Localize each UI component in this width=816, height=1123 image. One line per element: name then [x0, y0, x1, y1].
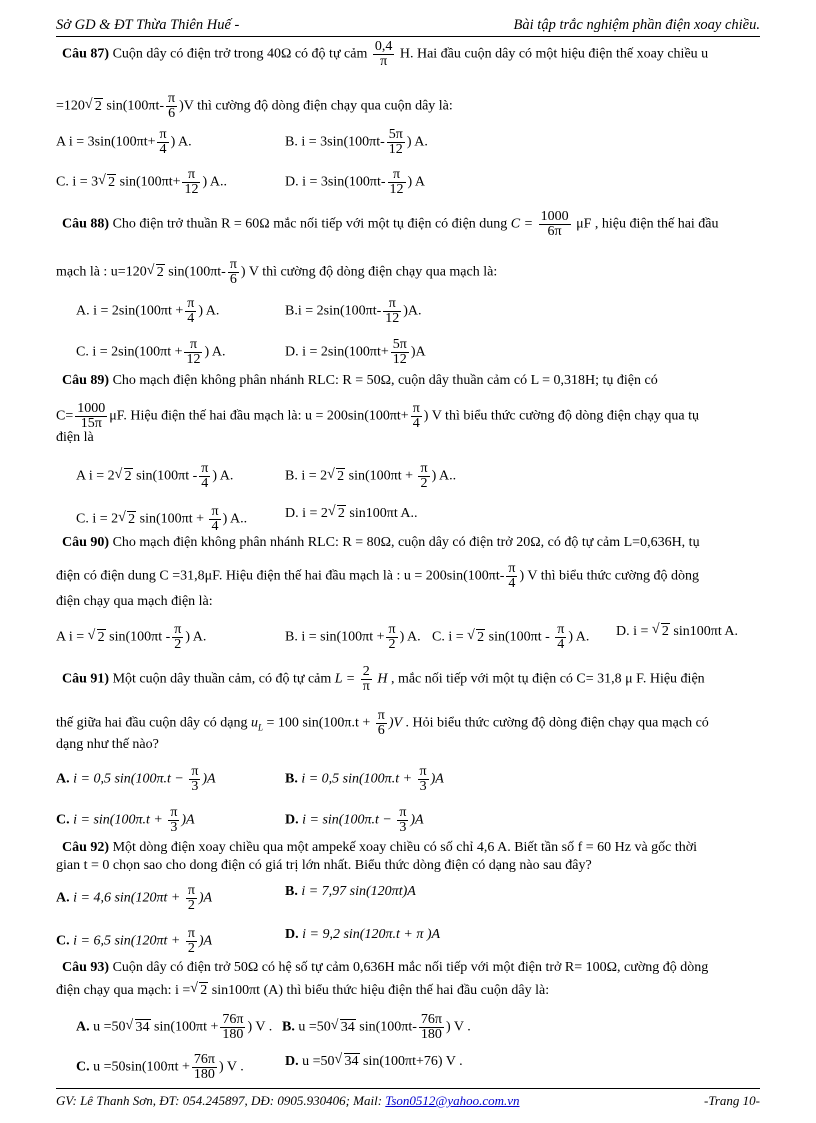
q90-line2: điện có điện dung C =31,8μF. Hiệu điện thế hai đầu mạch là : u = 200sin(100πt- $\frac{\pi}{4}$ ) V thì biểu thức cường độ dòng [56, 561, 700, 591]
footer-left: GV: Lê Thanh Sơn, ĐT: 054.245897, DĐ: 0905.930406; Mail: Tson0512@yahoo.com.vn [56, 1093, 520, 1108]
q91-option-d: D. i = sin(100π.t − $\frac{\pi}{3}$ )A [285, 805, 424, 835]
q89-line1: Câu 89) Cho mạch điện không phân nhánh RLC: R = 50Ω, cuộn dây thuần cảm có L = 0,318H; tụ điện có [62, 373, 658, 388]
q88-label: Câu 88) [62, 216, 110, 232]
q88-option-c: C. i = 2sin(100πt + $\frac{\pi}{12}$ ) A. [76, 337, 226, 367]
page-number: -Trang 10- [704, 1093, 760, 1108]
q92-option-d: D. i = 9,2 sin(120π.t + π )A [285, 927, 441, 942]
q91-line1: Câu 91) Một cuộn dây thuần cảm, có độ tự cảm L = $\frac{2}{\pi}$ H , mắc nối tiếp với một tụ điện có C= 31,8 μ F. Hiệu điện [62, 664, 705, 694]
q91-label: Câu 91) [62, 671, 110, 687]
q89-line3: điện là [56, 430, 94, 445]
q91-option-b: B. i = 0,5 sin(100π.t + $\frac{\pi}{3}$ )A [285, 764, 444, 794]
q92-label: Câu 92) [62, 840, 110, 855]
q87-line2: =120√ 2 sin(100πt- $\frac{\pi}{6}$ )V thì cường độ dòng điện chạy qua cuộn dây là: [56, 92, 453, 121]
q91-line3: dạng như thế nào? [56, 737, 159, 752]
q93-line1: Câu 93) Cuộn dây có điện trở 50Ω có hệ số tự cảm 0,636H mắc nối tiếp với một điện trở R= 100Ω, cường độ dòng [62, 960, 709, 975]
q90-line3: điện chạy qua mạch điện là: [56, 594, 213, 609]
header-left: Sở GD & ĐT Thừa Thiên Huế - [56, 17, 240, 33]
q88-option-b: B.i = 2sin(100πt- $\frac{\pi}{12}$ )A. [285, 296, 422, 326]
q90-option-a: A i = √ 2 sin(100πt - $\frac{\pi}{2}$ ) A. [56, 623, 206, 652]
q91-option-a: A. i = 0,5 sin(100π.t − $\frac{\pi}{3}$ )A [56, 764, 216, 794]
q88-option-d: D. i = 2sin(100πt+ $\frac{5\pi}{12}$ )A [285, 337, 426, 367]
q88-line2: mạch là : u=120√ 2 sin(100πt- $\frac{\pi}{6}$ ) V thì cường độ dòng điện chạy qua mạch là: [56, 258, 497, 287]
header-right: Bài tập trắc nghiệm phần điện xoay chiều. [513, 17, 760, 33]
q89-label: Câu 89) [62, 373, 110, 388]
q87-option-d: D. i = 3sin(100πt- $\frac{\pi}{12}$ ) A [285, 167, 426, 197]
q87-line1: Câu 87) Cuộn dây có điện trở trong 40Ω có độ tự cảm $\frac{0,4}{\pi}$ H. Hai đầu cuộn dây có một hiệu điện thế xoay chiều u [62, 39, 709, 69]
q92-option-c: C. i = 6,5 sin(120πt + $\frac{\pi}{2}$ )A [56, 926, 213, 956]
q89-option-c: C. i = 2√ 2 sin(100πt + $\frac{\pi}{4}$ ) A.. [76, 505, 247, 534]
email-link[interactable]: Tson0512@yahoo.com.vn [385, 1093, 520, 1108]
q93-label: Câu 93) [62, 960, 110, 975]
q93-option-c: C. u =50sin(100πt + $\frac{76\pi}{180}$ ) V . [76, 1052, 244, 1082]
q90-label: Câu 90) [62, 535, 110, 550]
page-header [56, 14, 760, 37]
q93-option-d: D. u =50√ 34 sin(100πt+76) V . [285, 1053, 463, 1070]
q87-option-b: B. i = 3sin(100πt- $\frac{5\pi}{12}$ ) A. [285, 127, 428, 157]
q87-option-c: C. i = 3√ 2 sin(100πt+ $\frac{\pi}{12}$ ) A.. [56, 168, 227, 197]
q88-line1: Câu 88) Cho điện trở thuần R = 60Ω mắc nối tiếp với một tụ điện có điện dung C = $\frac{1000}{6\pi}$ μF , hiệu điện thế hai đầu [62, 209, 719, 239]
q90-line1: Câu 90) Cho mạch điện không phân nhánh RLC: R = 80Ω, cuộn dây có điện trở 20Ω, có độ tự cảm L=0,636H, tụ [62, 535, 700, 550]
q93-option-a: A. u =50√ 34 sin(100πt + $\frac{76\pi}{180}$ ) V . [76, 1013, 272, 1042]
q92-line1: Câu 92) Một dòng điện xoay chiều qua một ampekế xoay chiều có số chỉ 4,6 A. Biết tần số f = 60 Hz và gốc thời [62, 840, 698, 855]
q91-option-c: C. i = sin(100π.t + $\frac{\pi}{3}$ )A [56, 805, 195, 835]
q91-line2: thế giữa hai đầu cuộn dây có dạng $u_L = 100$ sin(100π.t + $\frac{\pi}{6}$ )V . Hỏi biểu thức cường độ dòng điện chạy qua mạch có [56, 708, 709, 738]
q88-option-a: A. i = 2sin(100πt + $\frac{\pi}{4}$ ) A. [76, 296, 220, 326]
q92-line2: gian t = 0 chọn sao cho dong điện có giá trị lớn nhất. Biểu thức dòng điện có dạng nào sau đây? [56, 858, 592, 873]
fraction: $\frac{0,4}{\pi}$ [374, 39, 393, 69]
q92-option-b: B. i = 7,97 sin(120πt)A [285, 884, 416, 899]
q92-option-a: A. i = 4,6 sin(120πt + $\frac{\pi}{2}$ )A [56, 883, 213, 913]
q93-line2: điện chạy qua mạch: i =√ 2 sin100πt (A) thì biểu thức hiệu điện thế hai đầu cuộn dây là: [56, 982, 549, 999]
q89-option-d: D. i = 2√ 2 sin100πt A.. [285, 505, 418, 522]
q87-option-a: A i = 3sin(100πt+ $\frac{\pi}{4}$ ) A. [56, 127, 192, 157]
q90-option-d: D. i = √ 2 sin100πt A. [616, 623, 738, 640]
q93-option-b: B. u =50√ 34 sin(100πt- $\frac{76\pi}{180}$ ) V . [282, 1013, 471, 1042]
q89-option-b: B. i = 2√ 2 sin(100πt + $\frac{\pi}{2}$ ) A.. [285, 462, 456, 491]
q90-option-b: B. i = sin(100πt + $\frac{\pi}{2}$ ) A. [285, 622, 421, 652]
page-footer [56, 1088, 760, 1109]
q90-option-c: C. i = √ 2 sin(100πt - $\frac{\pi}{4}$ ) A. [432, 623, 589, 652]
q87-label: Câu 87) [62, 46, 110, 62]
q89-line2: C= $\frac{1000}{15\pi}$ μF. Hiệu điện thế hai đầu mạch là: u = 200sin(100πt+ $\frac{\pi}{4}$ ) V thì biểu thức cường độ dòng điện chạy qua tụ [56, 401, 699, 431]
q89-option-a: A i = 2√ 2 sin(100πt - $\frac{\pi}{4}$ ) A. [76, 462, 233, 491]
